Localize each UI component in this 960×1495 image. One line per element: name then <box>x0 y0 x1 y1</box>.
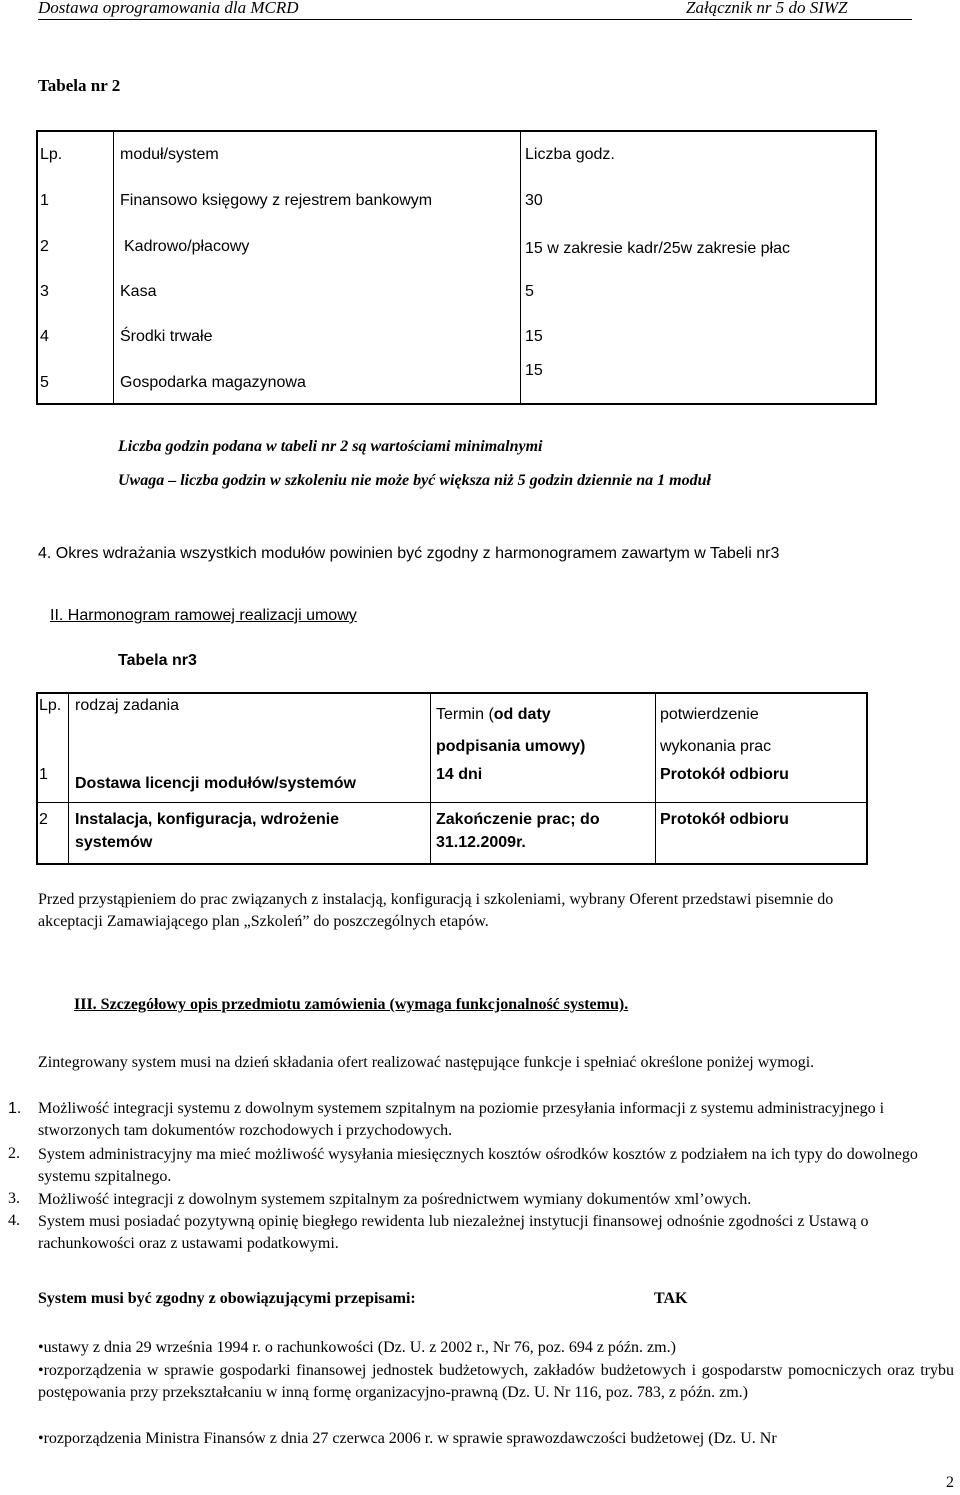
compliance-value: TAK <box>654 1290 688 1307</box>
table3-header-term: Termin (od daty <box>436 706 551 723</box>
table2-header-hours: Liczba godz. <box>525 146 615 163</box>
requirement-number: 1. <box>8 1100 22 1117</box>
table3-header-lp: Lp. <box>39 697 62 714</box>
requirement-text: System administracyjny ma mieć możliwość wysyłania miesięcznych kosztów ośrodków kosztów z podziałem na ich typy do dowolnego systemu szpitalnego. <box>38 1146 918 1185</box>
compliance-label: System musi być zgodny z obowiązującymi przepisami: <box>38 1290 416 1307</box>
table2-row-hours: 5 <box>525 283 534 300</box>
table2-row-lp: 5 <box>40 374 49 391</box>
section-3-heading: III. Szczegółowy opis przedmiotu zamówienia (wymaga funkcjonalność systemu). <box>74 996 629 1013</box>
table3-row-lp: 1 <box>39 766 48 783</box>
table2-row-module: Gospodarka magazynowa <box>120 374 306 391</box>
table2-row-lp: 2 <box>40 238 49 255</box>
note-minimum-hours: Liczba godzin podana w tabeli nr 2 są wartościami minimalnymi <box>118 438 543 455</box>
table2-row-hours: 15 w zakresie kadr/25w zakresie płac <box>525 240 791 257</box>
table2-row-module: Środki trwałe <box>120 328 213 345</box>
table3-header-confirmation-cont: wykonania prac <box>660 738 772 755</box>
regulation-item: •ustawy z dnia 29 września 1994 r. o rachunkowości (Dz. U. z 2002 r., Nr 76, poz. 694 z późn. zm.) <box>38 1339 676 1356</box>
table3-title: Tabela nr3 <box>118 652 197 669</box>
page-number: 2 <box>946 1474 954 1491</box>
table3-row-term-cont: 31.12.2009r. <box>436 834 526 851</box>
header-left: Dostawa oprogramowania dla MCRD <box>38 0 299 17</box>
intro-paragraph: Zintegrowany system musi na dzień składania ofert realizować następujące funkcje i spełniać określone poniżej wymogi. <box>38 1054 815 1071</box>
table2-row-hours: 15 <box>525 362 543 379</box>
table2-row-module: Finansowo księgowy z rejestrem bankowym <box>120 192 433 209</box>
table3-row-lp: 2 <box>39 811 48 828</box>
regulation-item: •rozporządzenia w sprawie gospodarki finansowej jednostek budżetowych, zakładów budżetowych i gospodarstw pomocniczych oraz trybu postępowania przy przekształcaniu w inną formę organizacyjno-prawną (Dz. U. Nr 116, poz. 783, z późn. zm.) <box>38 1362 954 1401</box>
table3-row-term: Zakończenie prac; do <box>436 811 600 828</box>
table2-row-lp: 1 <box>40 192 49 209</box>
table3-row-term: 14 dni <box>436 766 483 783</box>
table2-row-module: Kadrowo/płacowy <box>124 238 250 255</box>
table2-header-module: moduł/system <box>120 146 219 163</box>
table2-header-lp: Lp. <box>40 146 63 163</box>
requirement-text: Możliwość integracji systemu z dowolnym systemem szpitalnym na poziomie przesyłania informacji z systemu administracyjnego i stworzonych tam dokumentów rozchodowych i przychodowych. <box>38 1100 885 1139</box>
table3-row-confirmation: Protokół odbioru <box>660 811 789 828</box>
table3-header-term-cont: podpisania umowy) <box>436 738 586 755</box>
training-plan-paragraph: Przed przystąpieniem do prac związanych z instalacją, konfiguracją i szkoleniami, wybrany Oferent przedstawi pisemnie do akceptacji Zamawiającego plan „Szkoleń” do poszczególnych etapów. <box>38 891 834 930</box>
table3-header-task: rodzaj zadania <box>75 697 180 714</box>
table3-header-confirmation: potwierdzenie <box>660 706 759 723</box>
table3-row-task-cont: systemów <box>75 834 153 851</box>
regulation-item: •rozporządzenia Ministra Finansów z dnia 27 czerwca 2006 r. w sprawie sprawozdawczości budżetowej (Dz. U. Nr <box>38 1430 777 1447</box>
requirement-text: System musi posiadać pozytywną opinię biegłego rewidenta lub niezależnej instytucji finansowej odnośnie zgodności z Ustawą o rachunkowości oraz z ustawami podatkowymi. <box>38 1213 869 1252</box>
header-right: Załącznik nr 5 do SIWZ <box>686 0 848 17</box>
table3-row-confirmation: Protokół odbioru <box>660 766 789 783</box>
table2-title: Tabela nr 2 <box>38 76 121 95</box>
table3-row-task: Dostawa licencji modułów/systemów <box>75 775 356 792</box>
point-4: 4. Okres wdrażania wszystkich modułów powinien być zgodny z harmonogramem zawartym w Tabeli nr3 <box>38 545 780 562</box>
note-daily-limit: Uwaga – liczba godzin w szkoleniu nie może być większa niż 5 godzin dziennie na 1 moduł <box>118 472 711 489</box>
requirement-text: Możliwość integracji z dowolnym systemem szpitalnym za pośrednictwem wymiany dokumentów xml’owych. <box>38 1191 752 1208</box>
table2-row-module: Kasa <box>120 283 157 300</box>
requirement-number: 4. <box>8 1212 20 1229</box>
table2-row-hours: 15 <box>525 328 543 345</box>
table2-row-lp: 4 <box>40 328 49 345</box>
table2-row-lp: 3 <box>40 283 49 300</box>
table3-row-task: Instalacja, konfiguracja, wdrożenie <box>75 811 340 828</box>
requirement-number: 2. <box>8 1145 20 1162</box>
table2 <box>36 130 877 405</box>
header-rule <box>38 19 912 20</box>
section-2-heading: II. Harmonogram ramowej realizacji umowy <box>50 607 357 624</box>
requirement-number: 3. <box>8 1190 20 1207</box>
table2-row-hours: 30 <box>525 192 543 209</box>
